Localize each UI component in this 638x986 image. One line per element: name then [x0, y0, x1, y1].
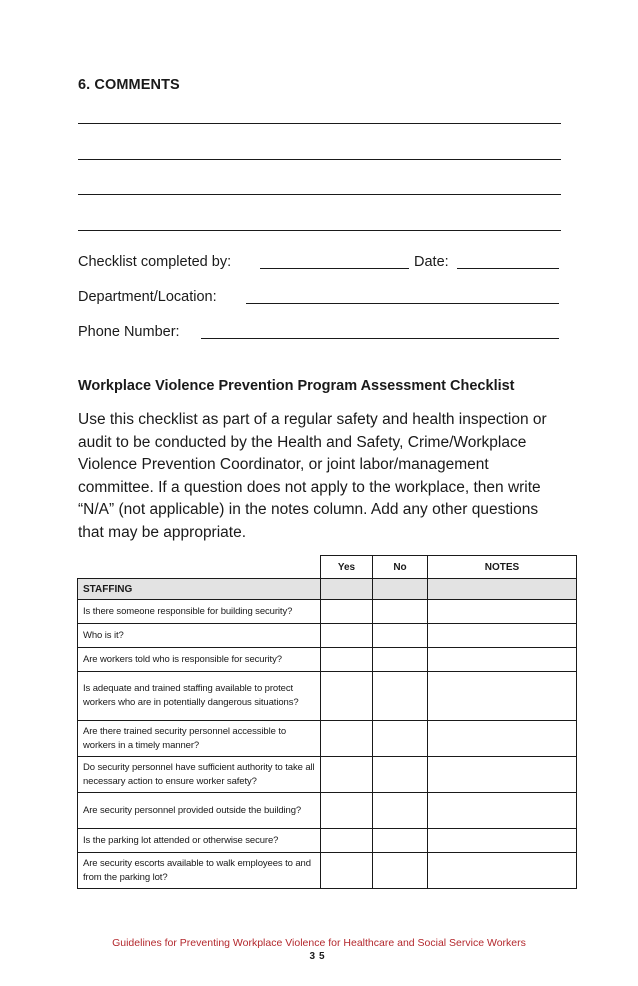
yes-cell[interactable]	[321, 624, 373, 648]
question-text: Are security personnel provided outside the building?	[78, 793, 321, 829]
no-cell[interactable]	[373, 600, 428, 624]
date-label: Date:	[414, 254, 449, 270]
yes-cell[interactable]	[321, 600, 373, 624]
no-cell[interactable]	[373, 721, 428, 757]
phone-blank[interactable]	[201, 338, 559, 339]
assessment-table	[77, 555, 577, 889]
notes-cell[interactable]	[428, 600, 577, 624]
completed-by-blank[interactable]	[260, 268, 409, 269]
date-blank[interactable]	[457, 268, 559, 269]
category-no-cell	[373, 579, 428, 600]
comment-line-4[interactable]	[78, 230, 561, 231]
table-row	[78, 721, 577, 757]
page-number: 35	[309, 951, 329, 962]
category-label: STAFFING	[78, 579, 321, 600]
no-cell[interactable]	[373, 648, 428, 672]
checklist-title: Workplace Violence Prevention Program Assessment Checklist	[78, 378, 515, 394]
table-row	[78, 624, 577, 648]
category-notes-cell	[428, 579, 577, 600]
no-cell[interactable]	[373, 624, 428, 648]
table-row	[78, 757, 577, 793]
category-yes-cell	[321, 579, 373, 600]
notes-cell[interactable]	[428, 648, 577, 672]
footer-text: Guidelines for Preventing Workplace Violence for Healthcare and Social Service Workers	[112, 937, 526, 949]
question-text: Are workers told who is responsible for security?	[78, 648, 321, 672]
table-row	[78, 853, 577, 889]
question-text: Is adequate and trained staffing available to protect workers who are in potentially dangerous situations?	[78, 672, 321, 721]
yes-cell[interactable]	[321, 721, 373, 757]
notes-cell[interactable]	[428, 672, 577, 721]
comment-line-2[interactable]	[78, 159, 561, 160]
table-header-row	[78, 556, 577, 579]
category-row-staffing	[78, 579, 577, 600]
comment-line-3[interactable]	[78, 194, 561, 195]
yes-cell[interactable]	[321, 648, 373, 672]
yes-cell[interactable]	[321, 853, 373, 889]
no-cell[interactable]	[373, 853, 428, 889]
notes-cell[interactable]	[428, 757, 577, 793]
notes-cell[interactable]	[428, 793, 577, 829]
table-row	[78, 829, 577, 853]
notes-cell[interactable]	[428, 853, 577, 889]
no-cell[interactable]	[373, 793, 428, 829]
comments-section-title: 6. COMMENTS	[78, 77, 180, 93]
yes-cell[interactable]	[321, 829, 373, 853]
question-text: Is the parking lot attended or otherwise secure?	[78, 829, 321, 853]
yes-column-header: Yes	[321, 556, 373, 579]
notes-cell[interactable]	[428, 829, 577, 853]
yes-cell[interactable]	[321, 757, 373, 793]
yes-cell[interactable]	[321, 793, 373, 829]
notes-cell[interactable]	[428, 624, 577, 648]
table-row	[78, 648, 577, 672]
notes-cell[interactable]	[428, 721, 577, 757]
no-cell[interactable]	[373, 829, 428, 853]
table-row	[78, 672, 577, 721]
no-column-header: No	[373, 556, 428, 579]
question-text: Do security personnel have sufficient authority to take all necessary action to ensure worker safety?	[78, 757, 321, 793]
phone-label: Phone Number:	[78, 324, 180, 340]
no-cell[interactable]	[373, 757, 428, 793]
comment-line-1[interactable]	[78, 123, 561, 124]
table-row	[78, 793, 577, 829]
table-row	[78, 600, 577, 624]
notes-column-header: NOTES	[428, 556, 577, 579]
question-text: Who is it?	[78, 624, 321, 648]
no-cell[interactable]	[373, 672, 428, 721]
completed-by-label: Checklist completed by:	[78, 254, 232, 270]
question-text: Is there someone responsible for building security?	[78, 600, 321, 624]
department-blank[interactable]	[246, 303, 559, 304]
checklist-intro: Use this checklist as part of a regular safety and health inspection or audit to be conducted by the Health and Safety, Crime/Workplace Violence Prevention Coordinator, or joint labor/management committee. If a question does not apply to the workplace, then write “N/A” (not applicable) in the notes column. Add any other questions that may be appropriate.	[78, 411, 547, 541]
question-text: Are there trained security personnel accessible to workers in a timely manner?	[78, 721, 321, 757]
yes-cell[interactable]	[321, 672, 373, 721]
question-text: Are security escorts available to walk employees to and from the parking lot?	[78, 853, 321, 889]
question-column-header	[78, 556, 321, 579]
department-label: Department/Location:	[78, 289, 217, 305]
